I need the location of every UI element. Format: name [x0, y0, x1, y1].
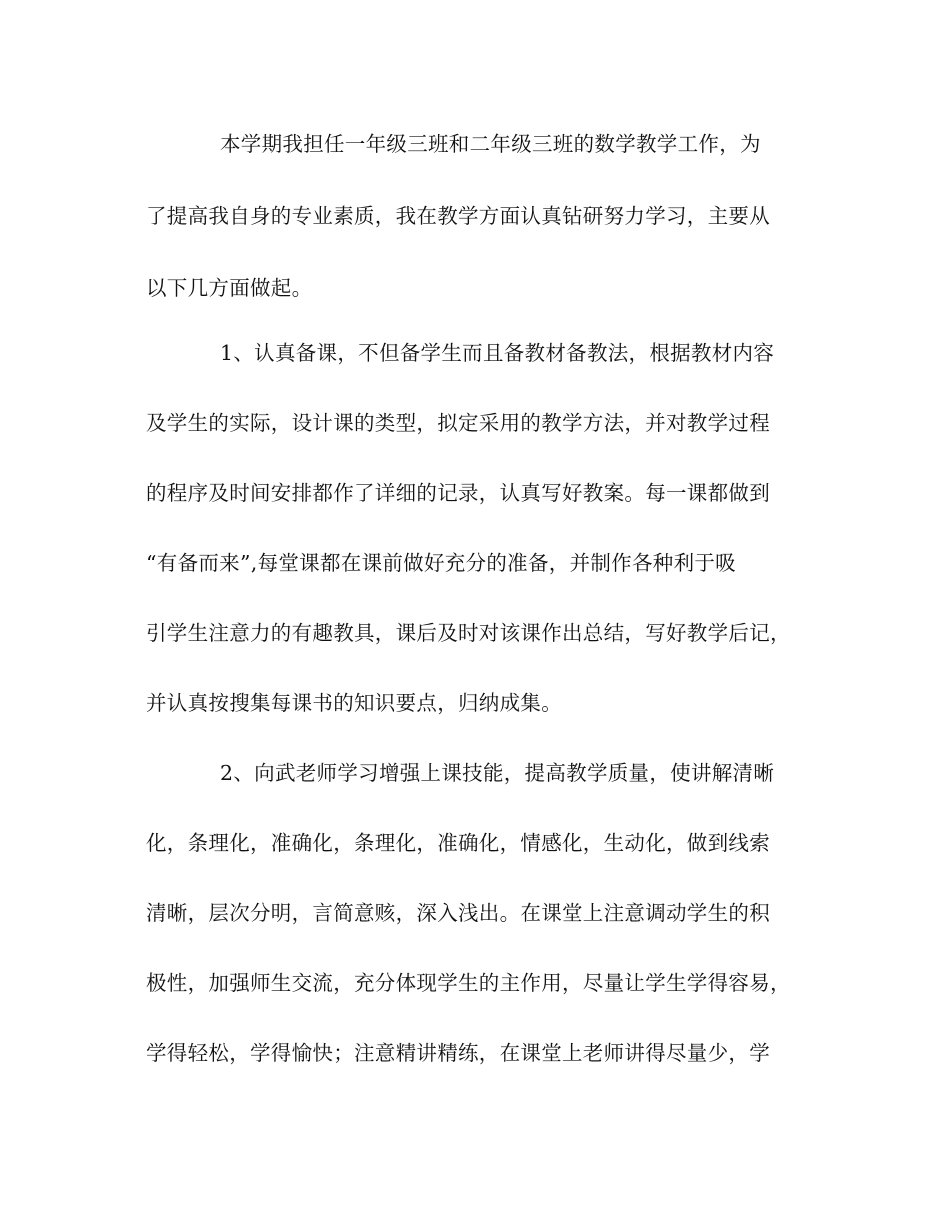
- paragraph-3-line-3: 清晰，层次分明，言简意赅，深入浅出。在课堂上注意调动学生的积: [146, 901, 770, 925]
- paragraph-3-line-5: 学得轻松，学得愉快；注意精讲精练，在课堂上老师讲得尽量少，学: [146, 1041, 770, 1065]
- paragraph-2-line-1: 1、认真备课，不但备学生而且备教材备教法，根据教材内容: [220, 341, 775, 365]
- paragraph-1-line-2: 了提高我自身的专业素质，我在教学方面认真钻研努力学习，主要从: [146, 204, 770, 228]
- paragraph-3-line-2: 化，条理化，准确化，条理化，准确化，情感化，生动化，做到线索: [146, 831, 770, 855]
- paragraph-2-line-4: “有备而来”,每堂课都在课前做好充分的准备，并制作各种利于吸: [146, 551, 736, 575]
- paragraph-3-line-4: 极性，加强师生交流，充分体现学生的主作用，尽量让学生学得容易，: [146, 971, 791, 995]
- paragraph-3-line-1: 2、向武老师学习增强上课技能，提高教学质量，使讲解清晰: [220, 761, 775, 785]
- paragraph-1-line-3: 以下几方面做起。: [146, 276, 313, 300]
- paragraph-2-line-6: 并认真按搜集每课书的知识要点，归纳成集。: [146, 691, 562, 715]
- paragraph-2-line-5: 引学生注意力的有趣教具，课后及时对该课作出总结，写好教学后记，: [146, 621, 791, 645]
- paragraph-1-line-1: 本学期我担任一年级三班和二年级三班的数学教学工作，为: [220, 132, 761, 156]
- paragraph-2-line-3: 的程序及时间安排都作了详细的记录，认真写好教案。每一课都做到: [146, 481, 770, 505]
- paragraph-2-line-2: 及学生的实际，设计课的类型，拟定采用的教学方法，并对教学过程: [146, 411, 770, 435]
